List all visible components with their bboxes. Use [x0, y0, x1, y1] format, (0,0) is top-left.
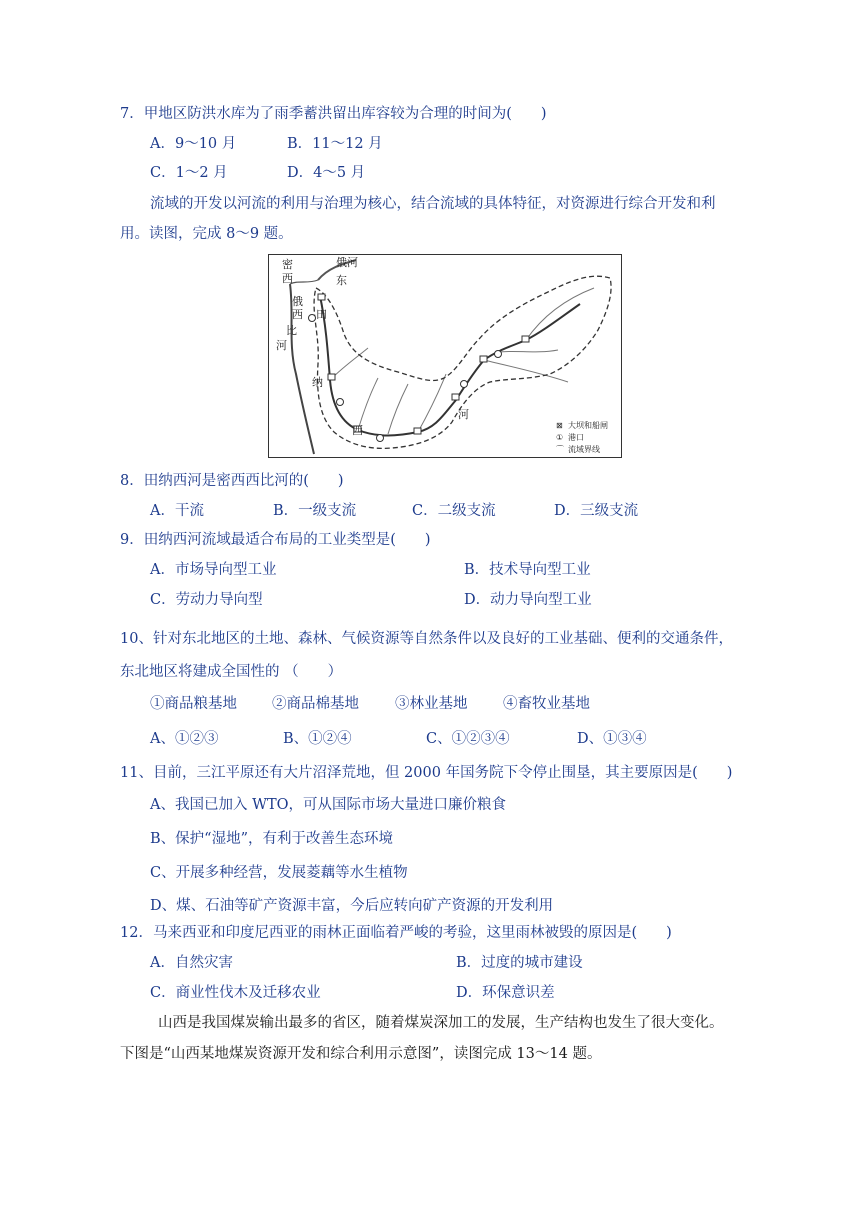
q8-stem: 8．田纳西河是密西西比河的( ) — [120, 473, 344, 489]
q9-option-c: C．劳动力导向型 — [150, 592, 263, 608]
passage2-line2: 下图是“山西某地煤炭资源开发和综合利用示意图”，读图完成 13～14 题。 — [120, 1046, 602, 1062]
q9-stem: 9．田纳西河流域最适合布局的工业类型是( ) — [120, 532, 431, 548]
q10-option-d: D、①③④ — [577, 731, 647, 747]
q12-option-b: B．过度的城市建设 — [456, 955, 583, 971]
q8-option-a: A．干流 — [150, 503, 204, 519]
q11-option-b: B、保护“湿地”，有利于改善生态环境 — [150, 831, 393, 847]
q7-stem: 7．甲地区防洪水库为了雨季蓄洪留出库容较为合理的时间为( ) — [120, 106, 547, 122]
map-label-he2: 河 — [458, 408, 469, 421]
q12-option-a: A．自然灾害 — [150, 955, 233, 971]
map-label-xi1: 西 — [282, 272, 293, 285]
q11-stem: 11、目前，三江平原还有大片沼泽荒地，但 2000 年国务院下令停止围垦，其主要原因是( ) — [120, 765, 733, 781]
q12-stem: 12．马来西亚和印度尼西亚的雨林正面临着严峻的考验，这里雨林被毁的原因是( ) — [120, 925, 672, 941]
q8-option-b: B．一级支流 — [273, 503, 357, 519]
q11-option-d: D、煤、石油等矿产资源丰富，今后应转向矿产资源的开发利用 — [150, 898, 554, 914]
q10-item-3: ③林业基地 — [395, 696, 468, 712]
map-label-bi: 比 — [286, 324, 297, 337]
q8-option-c: C．二级支流 — [412, 503, 496, 519]
q9-option-b: B．技术导向型工业 — [464, 562, 591, 578]
map-label-dong: 东 — [336, 274, 347, 287]
map-label-ehe: 俄河 — [336, 256, 358, 269]
map-label-xi2: 西 — [292, 308, 303, 321]
q9-option-a: A．市场导向型工业 — [150, 562, 277, 578]
passage1-line1: 流域的开发以河流的利用与治理为核心，结合流域的具体特征，对资源进行综合开发和利 — [150, 196, 716, 212]
q7-option-d: D．4～5 月 — [287, 165, 366, 181]
q7-option-a: A．9～10 月 — [150, 136, 237, 152]
q10-item-4: ④畜牧业基地 — [503, 696, 590, 712]
q12-option-c: C．商业性伐木及迁移农业 — [150, 985, 321, 1001]
passage2-line1: 山西是我国煤炭输出最多的省区，随着煤炭深加工的发展，生产结构也发生了很大变化。 — [158, 1015, 724, 1031]
map-label-he1: 河 — [276, 339, 287, 352]
passage1-line2: 用。读图，完成 8～9 题。 — [120, 226, 293, 242]
q10-line2: 东北地区将建成全国性的 （ ） — [120, 664, 343, 680]
q10-option-a: A、①②③ — [150, 731, 219, 747]
legend-port-label: 港口 — [568, 433, 584, 442]
legend-boundary-icon: ⌒ — [556, 445, 564, 454]
q12-option-d: D．环保意识差 — [456, 985, 555, 1001]
q10-line1: 10、针对东北地区的土地、森林、气候资源等自然条件以及良好的工业基础、便利的交通条件， — [120, 631, 733, 647]
legend-dam-icon: ⊠ — [556, 421, 563, 430]
map-label-e: 俄 — [292, 295, 303, 308]
q9-option-d: D．动力导向型工业 — [464, 592, 592, 608]
q11-option-a: A、我国已加入 WTO，可从国际市场大量进口廉价粮食 — [150, 797, 507, 813]
map-label-tian: 田 — [316, 308, 327, 321]
q7-option-c: C．1～2 月 — [150, 165, 228, 181]
q10-option-c: C、①②③④ — [426, 731, 510, 747]
q10-item-1: ①商品粮基地 — [150, 696, 237, 712]
q11-option-c: C、开展多种经营，发展菱藕等水生植物 — [150, 865, 408, 881]
map-label-xi3: 西 — [352, 424, 363, 437]
q7-option-b: B．11～12 月 — [287, 136, 383, 152]
q10-item-2: ②商品棉基地 — [272, 696, 359, 712]
map-label-na: 纳 — [312, 376, 323, 389]
legend-boundary-label: 流域界线 — [568, 445, 600, 454]
q10-option-b: B、①②④ — [283, 731, 352, 747]
q8-option-d: D．三级支流 — [554, 503, 639, 519]
map-label-mi: 密 — [282, 258, 293, 271]
legend-port-icon: ① — [556, 433, 564, 442]
tennessee-basin-map — [268, 254, 622, 458]
legend-dam-label: 大坝和船闸 — [568, 421, 608, 430]
